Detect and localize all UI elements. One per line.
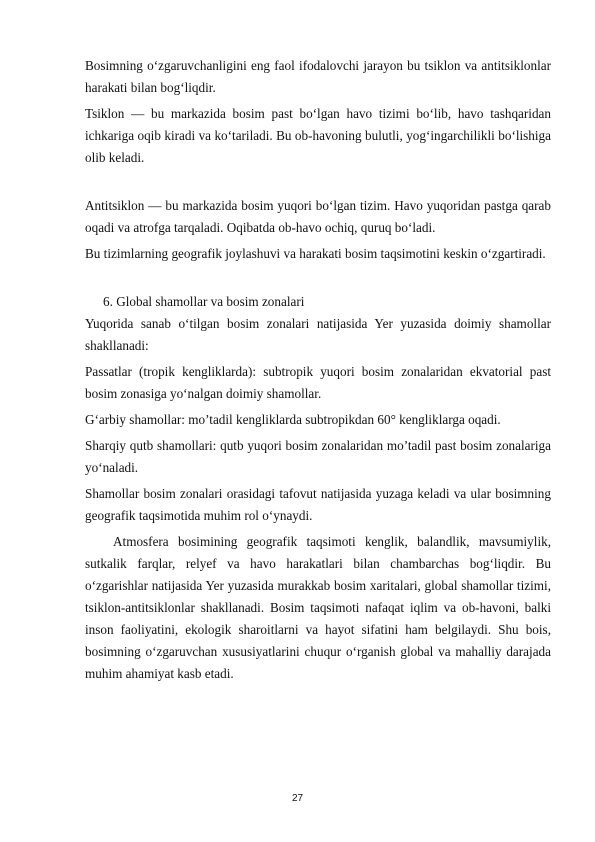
paragraph-systems: Bu tizimlarning geografik joylashuvi va harakati bosim taqsimotini keskin o‘zgartiradi.	[85, 246, 546, 261]
paragraph-winds-role: Shamollar bosim zonalari orasidagi tafovut natijasida yuzaga keladi va ular bosimning geografik taqsimotida muhim rol o‘ynaydi.	[85, 486, 551, 523]
section-heading: 6. Global shamollar va bosim zonalari	[103, 294, 305, 309]
paragraph-westerlies: G‘arbiy shamollar: mo’tadil kengliklarda subtropikdan 60° kengliklarga oqadi.	[85, 412, 501, 427]
paragraph-trade-winds: Passatlar (tropik kengliklarda): subtropik yuqori bosim zonalaridan ekvatorial past bosim zonasiga yo‘nalgan doimiy shamollar.	[85, 364, 551, 401]
paragraph-anticyclone: Antitsiklon — bu markazida bosim yuqori bo‘lgan tizim. Havo yuqoridan pastga qarab oqadi va atrofga tarqaladi. Oqibatda ob-havo ochiq, quruq bo‘ladi.	[85, 198, 551, 235]
paragraph-winds-intro: Yuqorida sanab o‘tilgan bosim zonalari natijasida Yer yuzasida doimiy shamollar shakllanadi:	[85, 316, 551, 353]
paragraph-pressure-variability: Bosimning o‘zgaruvchanligini eng faol ifodalovchi jarayon bu tsiklon va antitsiklonlar harakati bilan bog‘liqdir.	[85, 58, 551, 95]
paragraph-conclusion: Atmosfera bosimining geografik taqsimoti kenglik, balandlik, mavsumiylik, sutkalik farqlar, relyef va havo harakatlari bilan chambarchas bog‘liqdir. Bu o‘zgarishlar natijasida Yer yuzasida murakkab bosim xaritalari, global shamollar tizimi, tsiklon-antitsiklonlar shakllanadi. Bosim taqsimoti nafaqat iqlim va ob-havoni, balki inson faoliyatini, ekologik sharoitlarni va hayot sifatini ham belgilaydi. Shu bois, bosimning o‘zgaruvchan xususiyatlarini chuqur o‘rganish global va mahalliy darajada muhim ahamiyat kasb etadi.	[85, 534, 551, 681]
page-number: 27	[291, 793, 304, 804]
paragraph-polar-easterlies: Sharqiy qutb shamollari: qutb yuqori bosim zonalaridan mo’tadil past bosim zonalariga yo‘naladi.	[85, 438, 551, 475]
paragraph-cyclone: Tsiklon — bu markazida bosim past bo‘lgan havo tizimi bo‘lib, havo tashqaridan ichkariga oqib kiradi va ko‘tariladi. Bu ob-havoning bulutli, yog‘ingarchilikli bo‘lishiga olib keladi.	[85, 106, 551, 165]
